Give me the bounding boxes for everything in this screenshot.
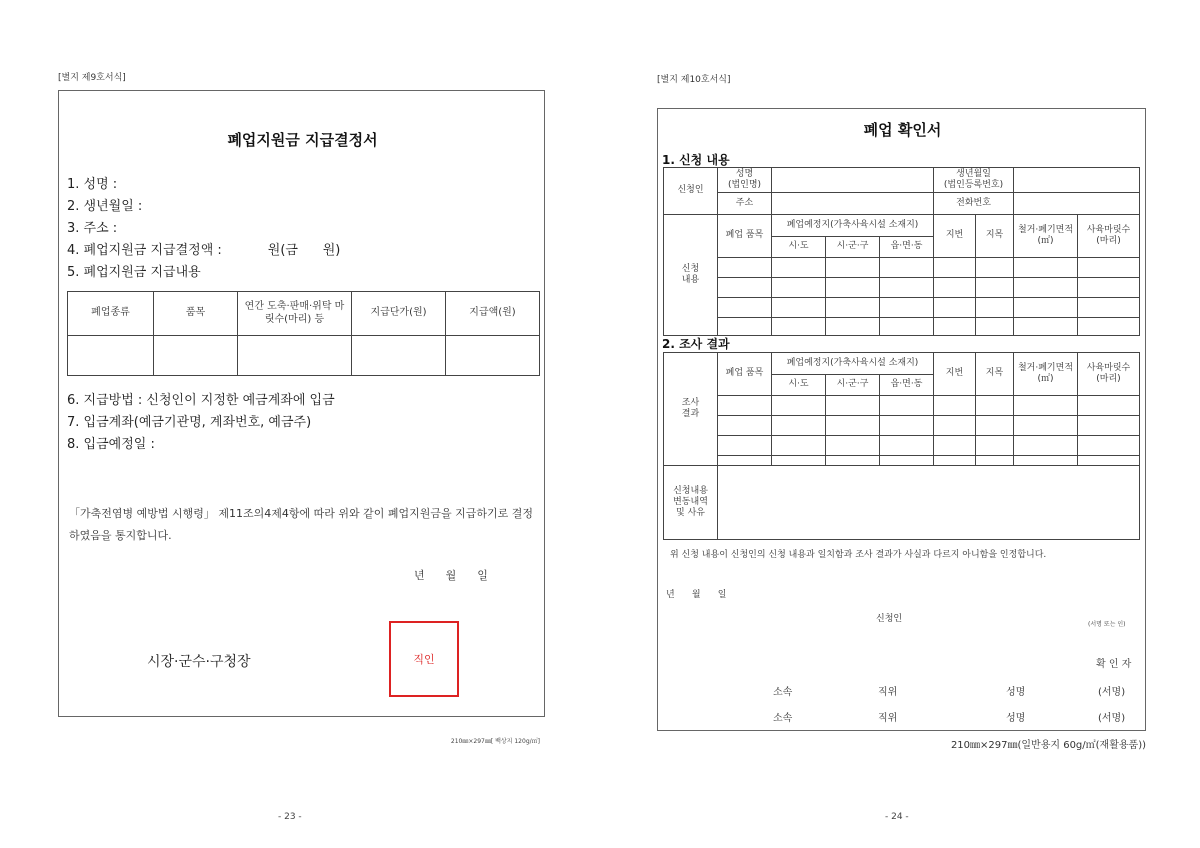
cell-empty (934, 456, 976, 466)
cell-empty (976, 456, 1014, 466)
affil-label: 소속 (773, 713, 793, 724)
cell-empty (772, 436, 826, 456)
birth-label: 생년월일 (법인등록번호) (934, 168, 1014, 193)
left-payment-table (67, 291, 540, 376)
name-label: 성명 (1006, 687, 1026, 698)
heads-label: 사육마릿수 (마리) (1078, 215, 1140, 258)
cell-empty (772, 298, 826, 318)
sign-label: (서명) (1098, 713, 1126, 724)
cell-empty (154, 336, 238, 376)
change-value (718, 466, 1140, 540)
sign-row (658, 683, 1147, 699)
item-birth: 2. 생년월일 : (67, 199, 143, 214)
item-account: 7. 입금계좌(예금기관명, 계좌번호, 예금주) (67, 415, 312, 430)
cell-empty (826, 436, 880, 456)
phone-label: 전화번호 (934, 193, 1014, 215)
cell-empty (826, 416, 880, 436)
sign-row (658, 709, 1147, 725)
cell-empty (772, 416, 826, 436)
name-label: 성명 (법인명) (718, 168, 772, 193)
item-name: 1. 성명 : (67, 177, 118, 192)
left-form-label: [별지 제9호서식] (58, 73, 126, 83)
cell-empty (826, 456, 880, 466)
cell-empty (880, 396, 934, 416)
left-paper-spec: 210㎜×297㎜[ 백상지 120g/㎡] (450, 738, 540, 745)
cell-empty (976, 436, 1014, 456)
cell-empty (976, 278, 1014, 298)
cell-empty (1014, 416, 1078, 436)
cell-empty (1078, 396, 1140, 416)
cell-empty (826, 278, 880, 298)
cell-empty (238, 336, 352, 376)
applicant-label: 신청인 (664, 168, 718, 215)
cell-empty (976, 318, 1014, 336)
cell-empty (880, 298, 934, 318)
right-paper-spec: 210㎜×297㎜(일반용지 60g/㎡(재활용품)) (950, 740, 1146, 751)
cell-empty (826, 298, 880, 318)
item-deposit-date: 8. 입금예정일 : (67, 437, 155, 452)
jimok-label: 지목 (976, 215, 1014, 258)
cell-empty (718, 298, 772, 318)
cell-empty (934, 298, 976, 318)
applicant-sign-label: 신청인 (876, 614, 903, 624)
right-page-number: - 24 - (885, 812, 909, 822)
sido-label: 시·도 (772, 237, 826, 258)
cell-empty (718, 456, 772, 466)
cell-empty (352, 336, 446, 376)
cell-empty (1014, 278, 1078, 298)
section2-title: 2. 조사 결과 (662, 337, 730, 351)
th-annual-count: 연간 도축·판매·위탁 마릿수(마리) 등 (238, 292, 352, 336)
birth-value (1014, 168, 1140, 193)
sign-label: (서명) (1098, 687, 1126, 698)
item-amount: 4. 폐업지원금 지급결정액 : 원(금 원) (67, 243, 341, 258)
item-address: 3. 주소 : (67, 221, 118, 236)
cell-empty (934, 318, 976, 336)
cell-empty (934, 416, 976, 436)
cell-empty (772, 278, 826, 298)
cell-empty (1014, 456, 1078, 466)
cell-empty (772, 258, 826, 278)
survey-result-label: 조사 결과 (664, 353, 718, 466)
right-form-label: [별지 제10호서식] (657, 75, 731, 85)
cell-empty (976, 416, 1014, 436)
cell-empty (772, 318, 826, 336)
left-date: 년 월 일 (414, 569, 488, 582)
cell-empty (880, 416, 934, 436)
th-closure-type: 폐업종류 (68, 292, 154, 336)
address-value (772, 193, 934, 215)
survey-sido-label: 시·도 (772, 375, 826, 396)
cell-empty (976, 258, 1014, 278)
cell-empty (934, 258, 976, 278)
left-issuer: 시장·군수·구청장 (147, 654, 251, 670)
affil-label: 소속 (773, 687, 793, 698)
cell-empty (718, 416, 772, 436)
th-payment: 지급액(원) (446, 292, 540, 336)
cell-empty (934, 436, 976, 456)
item-label: 폐업 품목 (718, 215, 772, 258)
application-table (663, 167, 1140, 336)
cell-empty (68, 336, 154, 376)
cell-empty (880, 456, 934, 466)
official-seal (389, 621, 459, 697)
left-form-frame (58, 90, 545, 717)
survey-site-label: 폐업예정지(가축사육시설 소재지) (772, 353, 934, 375)
site-label: 폐업예정지(가축사육시설 소재지) (772, 215, 934, 237)
left-notice: 「가축전염병 예방법 시행령」 제11조의4제4항에 따라 위와 같이 폐업지원금을 지급하기로 결정하였음을 통지합니다. (69, 507, 533, 542)
cell-empty (1078, 416, 1140, 436)
cell-empty (976, 396, 1014, 416)
cell-empty (1014, 436, 1078, 456)
cell-empty (1078, 298, 1140, 318)
cell-empty (1078, 456, 1140, 466)
cell-empty (880, 278, 934, 298)
sign-note: (서명 또는 인) (1088, 621, 1126, 628)
cell-empty (718, 278, 772, 298)
cell-empty (976, 298, 1014, 318)
position-label: 직위 (878, 713, 898, 724)
cell-empty (1014, 318, 1078, 336)
cell-empty (880, 318, 934, 336)
jibeon-label: 지번 (934, 215, 976, 258)
left-page-number: - 23 - (278, 812, 302, 822)
cell-empty (772, 396, 826, 416)
section1-title: 1. 신청 내용 (662, 153, 730, 167)
phone-value (1014, 193, 1140, 215)
change-label: 신청내용 변동내역 및 사유 (664, 466, 718, 540)
name-value (772, 168, 934, 193)
apply-content-label: 신청 내용 (664, 215, 718, 336)
cell-empty (826, 258, 880, 278)
survey-jibeon-label: 지번 (934, 353, 976, 396)
cell-empty (718, 436, 772, 456)
cell-empty (1078, 278, 1140, 298)
right-title: 폐업 확인서 (863, 121, 942, 139)
survey-area-label: 철거·폐기면적 (㎡) (1014, 353, 1078, 396)
cell-empty (934, 396, 976, 416)
cell-empty (718, 258, 772, 278)
survey-item-label: 폐업 품목 (718, 353, 772, 396)
item-content: 5. 폐업지원금 지급내용 (67, 265, 201, 280)
right-date: 년 월 일 (666, 590, 727, 600)
cell-empty (826, 318, 880, 336)
cell-empty (1014, 258, 1078, 278)
survey-eupmyeon-label: 읍·면·동 (880, 375, 934, 396)
address-label: 주소 (718, 193, 772, 215)
cell-empty (826, 396, 880, 416)
cell-empty (1078, 258, 1140, 278)
cell-empty (1078, 318, 1140, 336)
left-items2 (67, 390, 335, 456)
survey-heads-label: 사육마릿수 (마리) (1078, 353, 1140, 396)
seal-label: 직인 (413, 653, 435, 666)
cell-empty (772, 456, 826, 466)
cell-empty (1014, 396, 1078, 416)
cell-empty (1078, 436, 1140, 456)
cell-empty (718, 318, 772, 336)
cell-empty (934, 278, 976, 298)
name-label: 성명 (1006, 713, 1026, 724)
sigungu-label: 시·군·구 (826, 237, 880, 258)
eupmyeon-label: 읍·면·동 (880, 237, 934, 258)
survey-table (663, 352, 1140, 540)
cell-empty (718, 396, 772, 416)
item-payment-method: 6. 지급방법 : 신청인이 지정한 예금계좌에 입금 (67, 393, 335, 408)
area-label: 철거·폐기면적 (㎡) (1014, 215, 1078, 258)
right-form-frame (657, 108, 1146, 731)
cell-empty (446, 336, 540, 376)
cell-empty (880, 436, 934, 456)
confirmer-label: 확 인 자 (1096, 659, 1132, 670)
survey-jimok-label: 지목 (976, 353, 1014, 396)
cell-empty (880, 258, 934, 278)
th-unit-price: 지급단가(원) (352, 292, 446, 336)
th-item: 품목 (154, 292, 238, 336)
amount-suffix: 원(금 원) (267, 243, 341, 258)
cell-empty (1014, 298, 1078, 318)
confirm-text: 위 신청 내용이 신청인의 신청 내용과 일치함과 조사 결과가 사실과 다르지 아니함을 인정합니다. (670, 550, 1047, 560)
survey-sigungu-label: 시·군·구 (826, 375, 880, 396)
left-items (67, 174, 340, 284)
position-label: 직위 (878, 687, 898, 698)
left-title: 폐업지원금 지급결정서 (227, 131, 378, 149)
